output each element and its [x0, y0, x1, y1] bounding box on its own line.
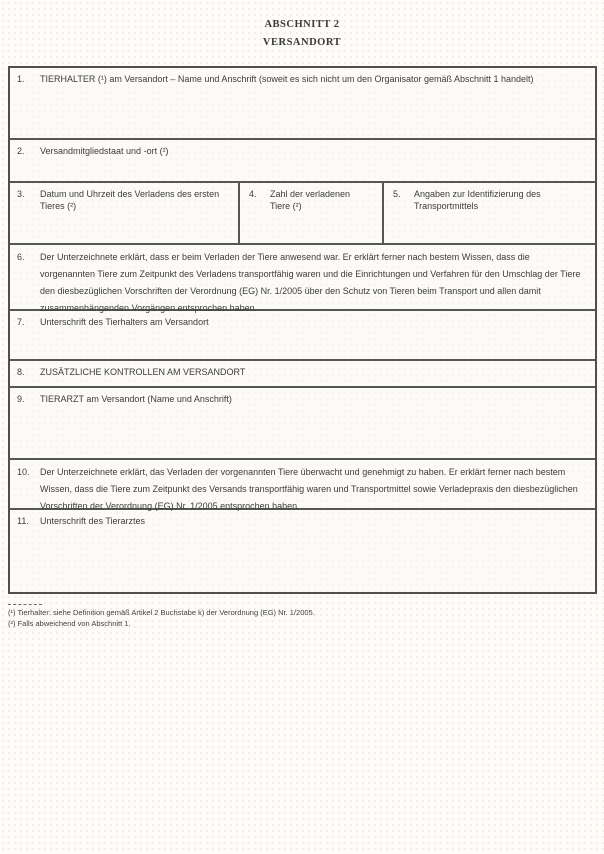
section-subheading: VERSANDORT [262, 37, 342, 48]
footnotes [8, 604, 568, 629]
row-number: 8. [17, 367, 25, 377]
footnote-1: (¹) Tierhalter: siehe Definition gemäß Artikel 2 Buchstabe k) der Verordnung (EG) Nr. 1/2005. [8, 608, 315, 617]
section-heading: ABSCHNITT 2 [264, 19, 340, 30]
row-number: 1. [17, 74, 25, 84]
form-row-3-4-5 [10, 183, 595, 245]
row-label: TIERARZT am Versandort (Name und Anschrift) [40, 394, 232, 404]
row-number: 7. [17, 317, 25, 327]
row-label: Datum und Uhrzeit des Verladens des ersten Tieres (²) [40, 189, 220, 211]
form-cell-4-zahl-tiere [240, 183, 384, 243]
row-label: Unterschrift des Tierhalters am Versandort [40, 317, 209, 327]
row-label: ZUSÄTZLICHE KONTROLLEN AM VERSANDORT [40, 367, 246, 377]
row-number: 9. [17, 394, 25, 404]
row-label: Unterschrift des Tierarztes [40, 516, 146, 526]
row-label: Angaben zur Identifizierung des Transportmittels [414, 189, 541, 211]
form-table [8, 66, 597, 594]
footnote-separator [8, 604, 42, 605]
row-label: Zahl der verladenen Tiere (²) [270, 189, 351, 211]
form-cell-5-transportmittel [384, 183, 595, 243]
row-number: 10. [17, 467, 30, 477]
row-number: 4. [249, 189, 257, 199]
row-number: 3. [17, 189, 25, 199]
form-row-7-unterschrift-tierhalter [10, 311, 595, 361]
row-number: 11. [17, 516, 29, 526]
footnote-2: (²) Falls abweichend von Abschnitt 1. [8, 618, 131, 628]
form-row-8-zusaetzliche-kontrollen [10, 361, 595, 388]
form-row-1-tierhalter [10, 68, 595, 140]
form-row-9-tierarzt [10, 388, 595, 460]
row-paragraph: Der Unterzeichnete erklärt, das Verladen der vorgenannten Tiere überwacht und genehmigt zu haben. Er erklärt ferner nach bestem Wissen, dass die Tiere zum Zeitpunkt des Versands transportfähig waren und Transportmittel sowie Verladepraxis den diesbezüglichen Vorschriften der Verordnung (EG) Nr. 1/2005 entsprochen haben. [40, 467, 578, 511]
form-row-11-unterschrift-tierarzt [10, 510, 595, 592]
form-row-10-erklaerung-tierarzt [10, 460, 595, 510]
form-cell-3-datum-uhrzeit [10, 183, 240, 243]
row-number: 6. [17, 252, 25, 262]
row-label: Versandmitgliedstaat und -ort (²) [40, 146, 169, 156]
row-label: TIERHALTER (¹) am Versandort – Name und Anschrift (soweit es sich nicht um den Organisator gemäß Abschnitt 1 handelt) [40, 74, 534, 84]
row-number: 5. [393, 189, 401, 199]
form-row-6-erklaerung-tierhalter [10, 245, 595, 311]
row-paragraph: Der Unterzeichnete erklärt, dass er beim Verladen der Tiere anwesend war. Er erklärt ferner nach bestem Wissen, dass die vorgenannten Tiere zum Zeitpunkt des Verladens transportfähig waren und die Einrichtungen und Verfahren für den Umschlag der Tiere den diesbezüglichen Vorschriften der Verordnung (EG) Nr. 1/2005 über den Schutz von Tieren beim Transport und allen damit zusammenhängenden Vorgängen entsprochen haben. [40, 252, 581, 313]
row-number: 2. [17, 146, 25, 156]
form-row-2-versandmitgliedstaat [10, 140, 595, 183]
document-title [0, 16, 604, 52]
